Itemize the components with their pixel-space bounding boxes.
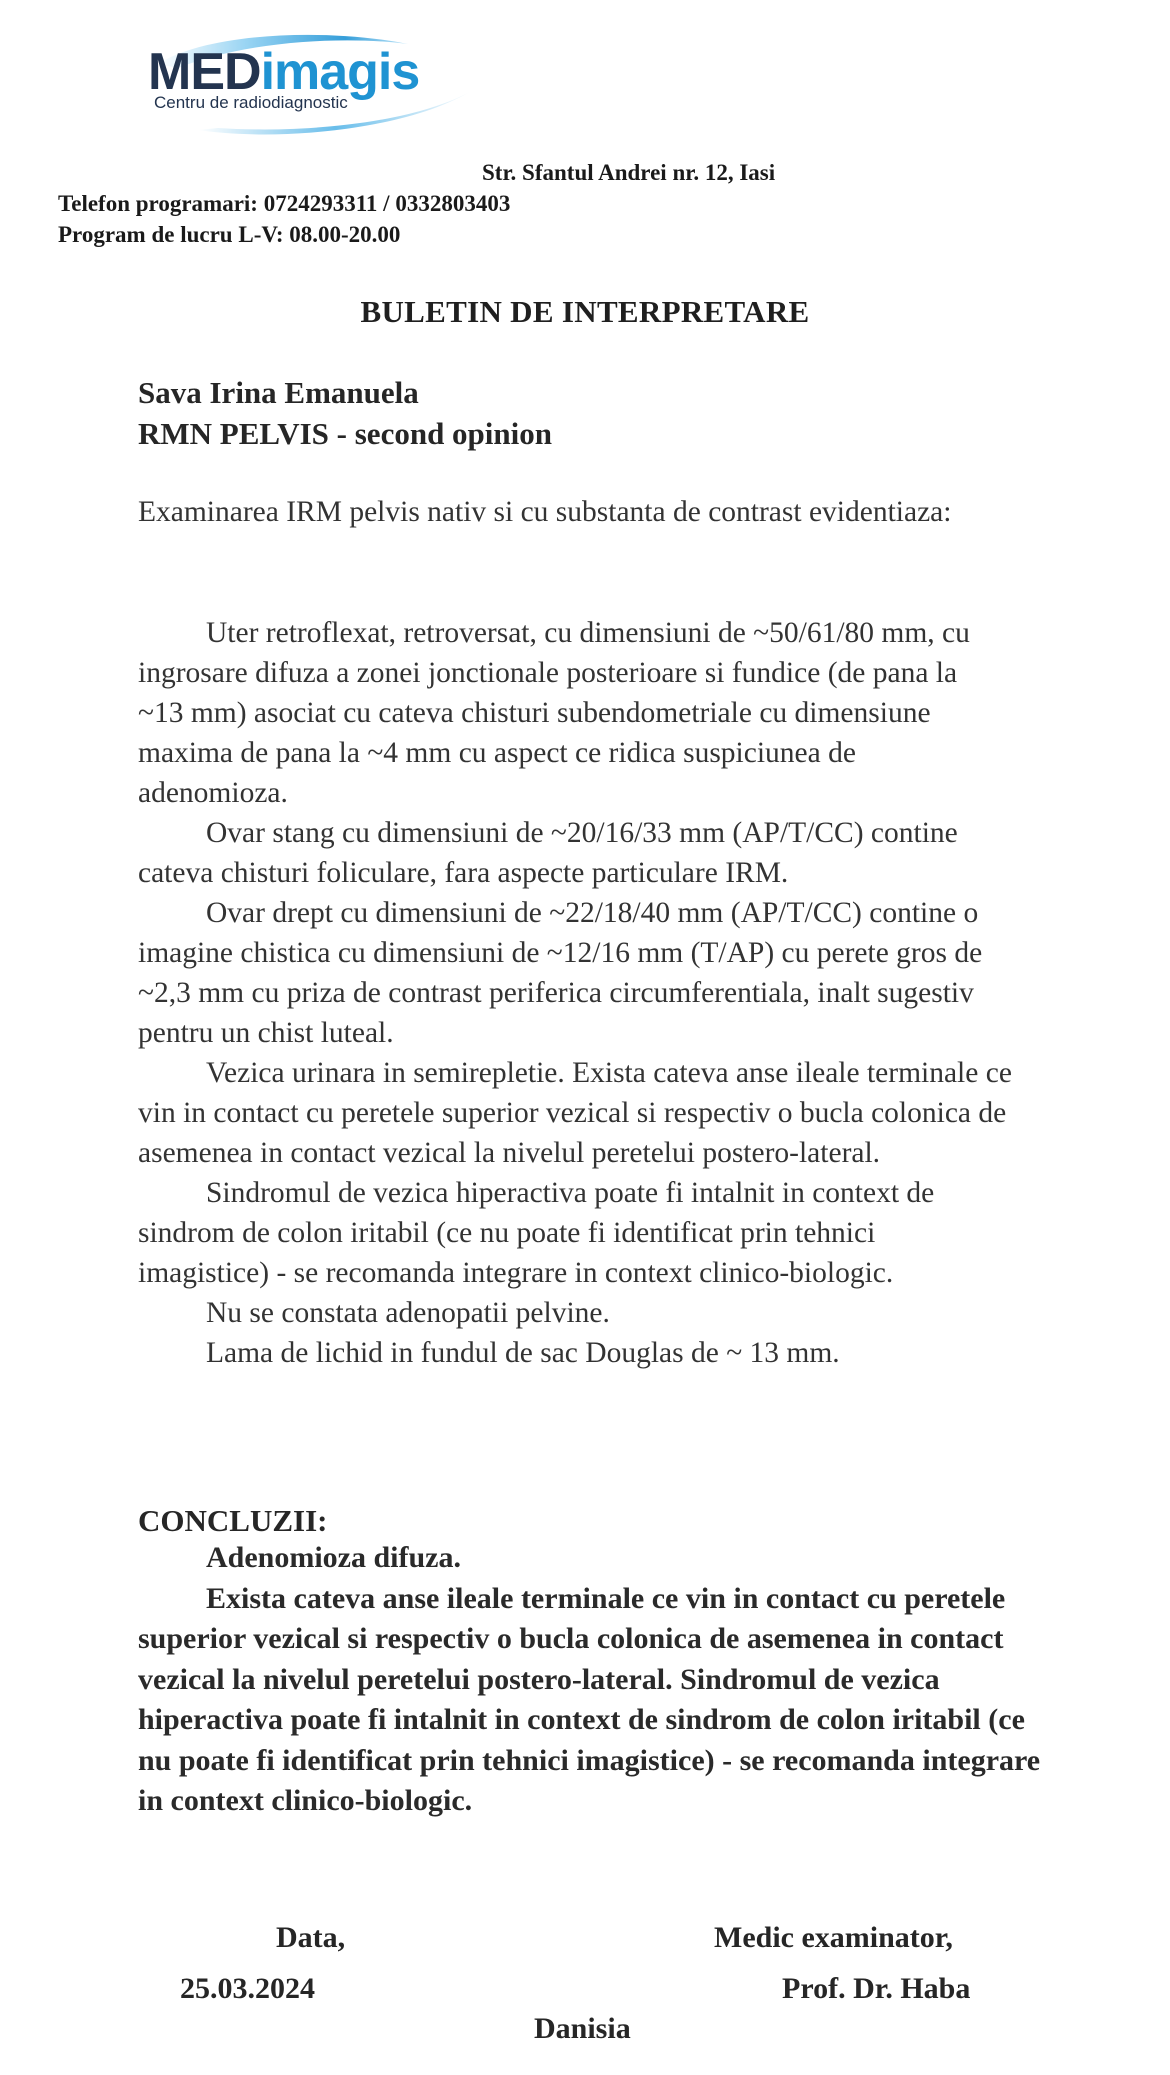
finding-right-ovary: Ovar drept cu dimensiuni de ~22/18/40 mm (AP/T/CC) contine o imagine chistica cu dimensiuni de ~12/16 mm (T/AP) cu perete gros de ~2,3 mm cu priza de contrast periferica circumferentiala, inalt sugestiv pentru un chist luteal. (138, 897, 983, 1049)
date-value: 25.03.2024 (180, 1972, 315, 2005)
clinic-address: Str. Sfantul Andrei nr. 12, Iasi (482, 160, 776, 185)
conclusions-section (138, 1538, 1048, 1822)
examiner-name-continued: Danisia (534, 2012, 631, 2045)
finding-overactive-bladder: Sindromul de vezica hiperactiva poate fi intalnit in context de sindrom de colon iritabil (ce nu poate fi identificat prin tehnici imagistice) - se recomanda integrare in context clinico-biologic. (138, 1177, 935, 1289)
clinic-hours: Program de lucru L-V: 08.00-20.00 (58, 222, 401, 247)
conclusions-title: CONCLUZII: (138, 1503, 328, 1538)
clinic-phone: Telefon programari: 0724293311 / 0332803403 (58, 191, 511, 216)
finding-left-ovary: Ovar stang cu dimensiuni de ~20/16/33 mm (AP/T/CC) contine cateva chisturi foliculare, fara aspecte particulare IRM. (138, 817, 958, 889)
finding-bladder: Vezica urinara in semirepletie. Exista cateva anse ileale terminale ce vin in contact cu peretele superior vezical si respectiv o bucla colonica de asemenea in contact vezical la nivelul peretelui postero-lateral. (138, 1057, 1012, 1169)
findings-section (138, 613, 1038, 1373)
logo-wordmark: MEDimagis (148, 43, 420, 101)
document-title: BULETIN DE INTERPRETARE (360, 294, 810, 329)
exam-intro (138, 492, 998, 532)
finding-lymph-nodes: Nu se constata adenopatii pelvine. (206, 1297, 610, 1329)
exam-type: RMN PELVIS - second opinion (138, 416, 553, 451)
date-label: Data, (276, 1921, 346, 1954)
intro-text: Examinarea IRM pelvis nativ si cu substanta de contrast evidentiaza: (138, 496, 952, 528)
logo-tagline: Centru de radiodiagnostic (154, 93, 348, 112)
conclusion-bowel-contact: Exista cateva anse ileale terminale ce vin in contact cu peretele superior vezical si respectiv o bucla colonica de asemenea in contact vezical la nivelul peretelui postero-lateral. Sindromul de vezica hiperactiva poate fi intalnit in context de sindrom de colon iritabil (ce nu poate fi identificat prin tehnici imagistice) - se recomanda integrare in context clinico-biologic. (138, 1581, 1041, 1817)
patient-name: Sava Irina Emanuela (138, 375, 419, 410)
examiner-name: Prof. Dr. Haba (782, 1972, 971, 2005)
conclusion-adenomyosis: Adenomioza difuza. (206, 1541, 461, 1574)
examiner-label: Medic examinator, (714, 1921, 953, 1954)
finding-douglas-fluid: Lama de lichid in fundul de sac Douglas de ~ 13 mm. (206, 1337, 840, 1369)
finding-uterus: Uter retroflexat, retroversat, cu dimensiuni de ~50/61/80 mm, cu ingrosare difuza a zonei jonctionale posterioare si fundice (de pana la ~13 mm) asociat cu cateva chisturi subendometriale cu dimensiune maxima de pana la ~4 mm cu aspect ce ridica suspiciunea de adenomioza. (138, 617, 970, 809)
medimagis-logo (138, 30, 483, 135)
